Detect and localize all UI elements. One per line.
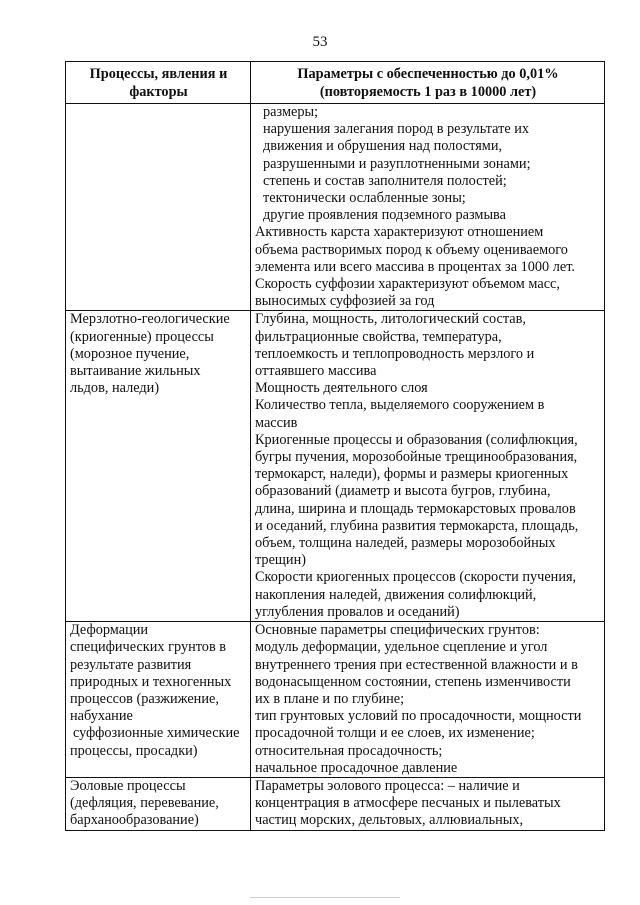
text-line: оттаявшего массива [255, 363, 377, 380]
text-line: набухание [70, 708, 133, 725]
text-line: их в плане и по глубине; [255, 690, 405, 707]
text-line: углубления провалов и оседаний) [255, 603, 460, 620]
table-row-aeolian [66, 777, 605, 830]
text-line: водонасыщенном состоянии, степень изменчивости [255, 673, 571, 690]
text-line: и оседаний, глубина развития термокарста, площадь, [255, 517, 579, 534]
text-line: начальное просадочное давление [255, 759, 458, 776]
text-line: теплоемкость и теплопроводность мерзлого и [255, 345, 535, 362]
text-line: Активность карста характеризуют отношением [255, 224, 544, 241]
text-line: размеры; [263, 104, 319, 120]
text-line: выносимых суффозией за год [255, 293, 435, 310]
text-line: модуль деформации, удельное сцепление и угол [255, 639, 548, 656]
process-cell [66, 104, 251, 311]
text-line: Эоловые процессы [70, 777, 186, 794]
page-number: 53 [312, 34, 328, 50]
text-line: фильтрационные свойства, температура, [255, 328, 502, 345]
text-line: (криогенные) процессы [70, 328, 214, 345]
text-line: термокарст, наледи), формы и размеры криогенных [255, 466, 569, 483]
header-text-line: Процессы, явления и [89, 66, 228, 82]
text-line: степень и состав заполнителя полостей; [263, 172, 507, 189]
params-cell [251, 622, 605, 778]
text-line: Количество тепла, выделяемого сооружением в [255, 397, 545, 414]
text-line: Мерзлотно-геологические [70, 311, 230, 328]
text-line: суффозионные химические [73, 725, 240, 742]
text-line: Скорости криогенных процессов (скорости пучения, [255, 569, 577, 586]
text-line: другие проявления подземного размыва [263, 207, 506, 224]
text-line: процессов (разжижение, [70, 690, 219, 707]
header-parameters [251, 62, 605, 104]
header-text-line: Параметры с обеспеченностью до 0,01% [297, 66, 559, 82]
text-line: природных и техногенных [70, 673, 232, 690]
text-line: объем, толщина наледей, размеры морозобойных [255, 535, 556, 552]
text-line: накопления наледей, движения солифлюкций, [255, 586, 537, 603]
text-line: разрушенными и разуплотненными зонами; [263, 155, 531, 172]
table-row-soil-deformation [66, 622, 605, 778]
text-line: движения и обрушения над полостями, [263, 138, 503, 155]
params-cell [251, 777, 605, 830]
process-cell [66, 622, 251, 778]
table-row-permafrost [66, 311, 605, 622]
parameters-table [65, 61, 605, 831]
params-cell [251, 311, 605, 622]
text-line: вытаивание жильных [70, 363, 201, 380]
text-line: барханообразование) [70, 812, 199, 829]
text-line: частиц морских, дельтовых, аллювиальных, [255, 812, 524, 829]
text-line: Основные параметры специфических грунтов: [255, 622, 540, 639]
text-line: элемента или всего массива в процентах за 1000 лет. [255, 258, 576, 275]
text-line: (дефляция, перевевание, [70, 795, 219, 812]
process-cell [66, 777, 251, 830]
header-text-line: факторы [129, 84, 188, 100]
params-cell [251, 104, 605, 311]
scan-artifact-line [250, 897, 400, 898]
text-line: Глубина, мощность, литологический состав, [255, 311, 526, 328]
text-line: Параметры эолового процесса: – наличие и [255, 777, 520, 794]
text-line: специфических грунтов в [70, 639, 227, 656]
process-cell [66, 311, 251, 622]
text-line: просадочной толщи и ее слоев, их изменение; [255, 725, 535, 742]
text-line: внутреннего трения при естественной влажности и в [255, 656, 578, 673]
header-text-line: (повторяемость 1 раз в 10000 лет) [319, 84, 537, 100]
text-line: трещин) [255, 552, 306, 569]
text-line: массив [255, 414, 298, 431]
text-line: процессы, просадки) [70, 742, 198, 759]
table-header-row [66, 62, 605, 104]
text-line: Скорость суффозии характеризуют объемом масс, [255, 276, 560, 293]
text-line: льдов, наледи) [70, 380, 160, 397]
text-line: Мощность деятельного слоя [255, 380, 428, 397]
text-line: Деформации [70, 622, 149, 639]
text-line: тектонически ослабленные зоны; [263, 190, 466, 207]
text-line: Криогенные процессы и образования (солифлюкция, [255, 431, 578, 448]
text-line: образований (диаметр и высота бугров, глубина, [255, 483, 551, 500]
text-line: нарушения залегания пород в результате их [263, 121, 530, 138]
text-line: тип грунтовых условий по просадочности, мощности [255, 708, 582, 725]
text-line: результате развития [70, 656, 192, 673]
text-line: относительная просадочность; [255, 742, 443, 759]
text-line: концентрация в атмосфере песчаных и пылеватых [255, 795, 561, 812]
text-line: бугры пучения, морозобойные трещинообразования, [255, 449, 578, 466]
header-processes [66, 62, 251, 104]
text-line: объема растворимых пород к объему оцениваемого [255, 241, 568, 258]
text-line: длина, ширина и площадь термокарстовых провалов [255, 500, 576, 517]
text-line: (морозное пучение, [70, 345, 190, 362]
table-row-karst [66, 104, 605, 311]
